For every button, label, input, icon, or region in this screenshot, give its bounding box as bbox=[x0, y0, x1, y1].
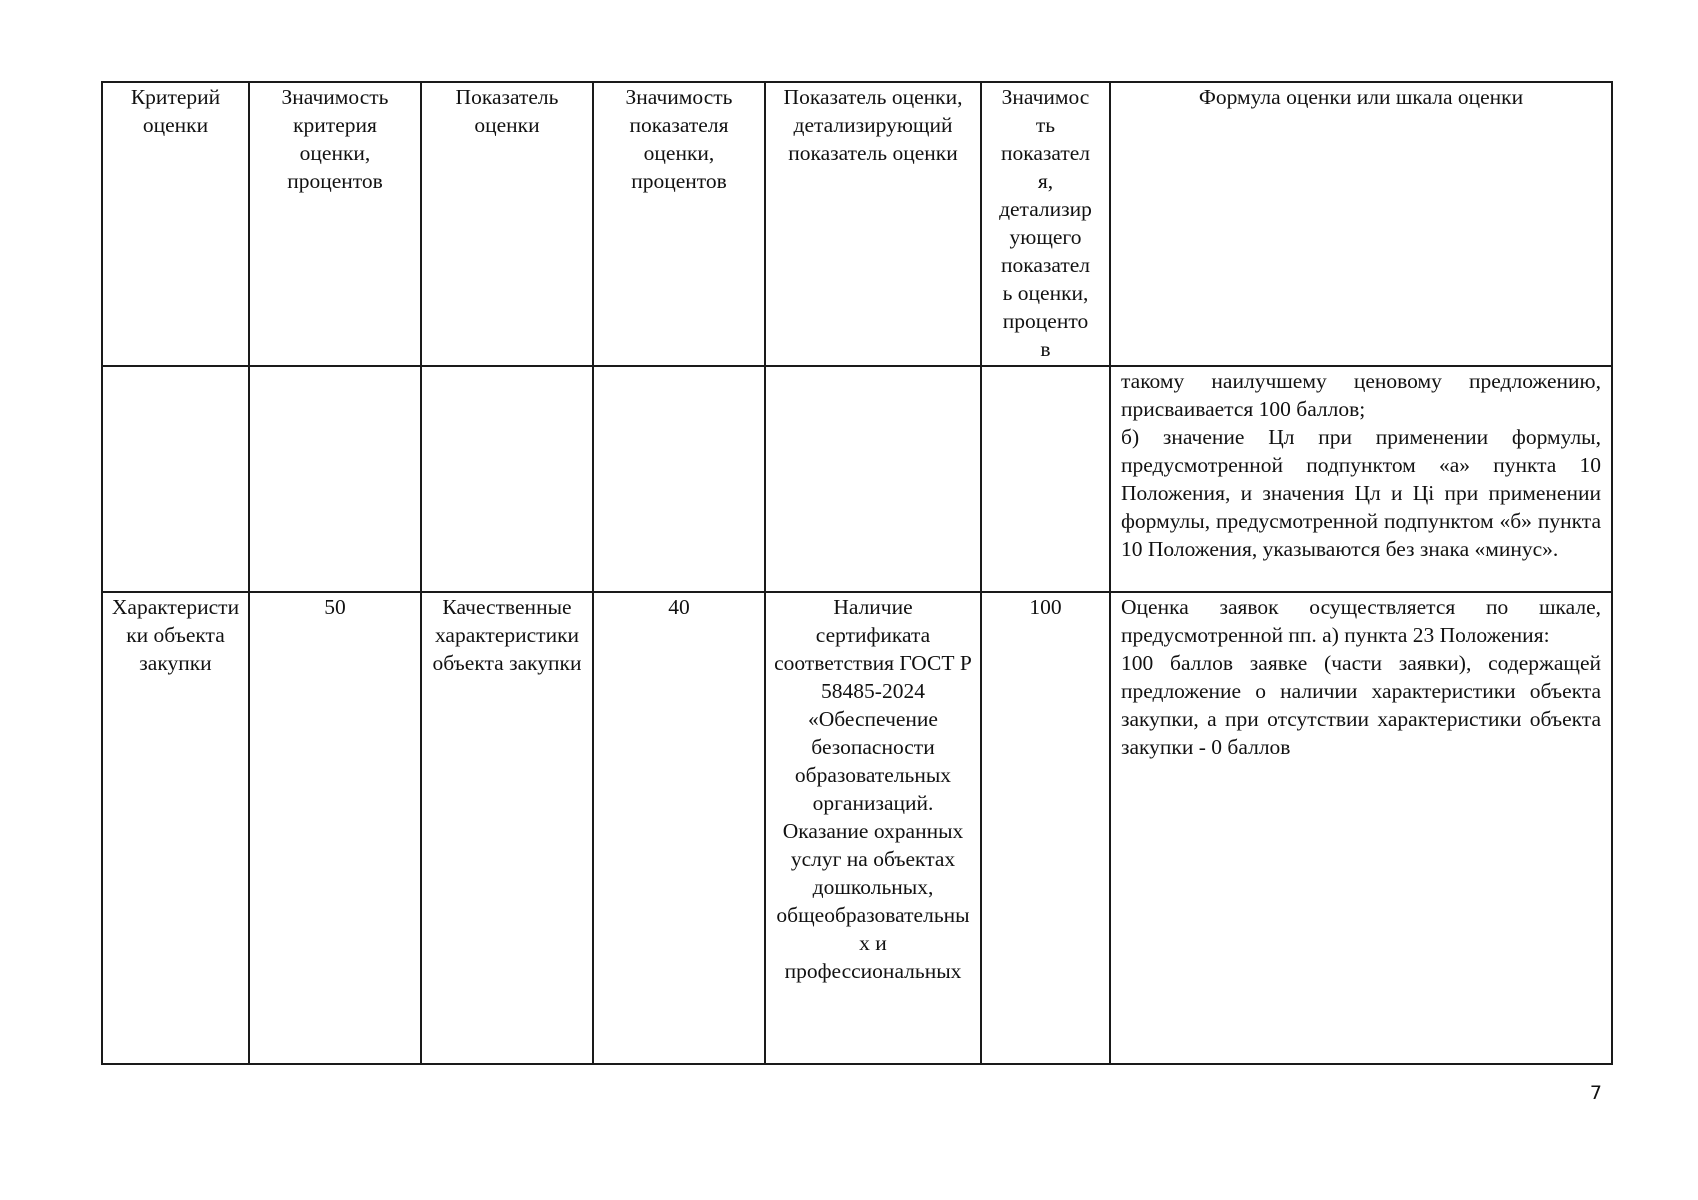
empty-cell bbox=[593, 366, 765, 592]
formula-paragraph: Оценка заявок осуществляется по шкале, предусмотренной пп. а) пункта 23 Положения: bbox=[1121, 595, 1601, 647]
detail-indicator-cell: Наличие сертификата соответствия ГОСТ Р 58485-2024 «Обеспечение безопасности образовательных организаций. Оказание охранных услуг на объектах дошкольных, общеобразовательных и профессиональных bbox=[765, 592, 981, 1064]
detail-weight-cell: 100 bbox=[981, 592, 1110, 1064]
formula-paragraph: б) значение Цл при применении формулы, предусмотренной подпунктом «а» пункта 10 Положения, и значения Цл и Цi при применении формулы, предусмотренной подпунктом «б» пункта 10 Положения, указываются без знака «минус». bbox=[1121, 425, 1601, 561]
empty-cell bbox=[421, 366, 593, 592]
empty-cell bbox=[981, 366, 1110, 592]
header-detail-weight-line: детализир bbox=[999, 197, 1092, 221]
header-formula: Формула оценки или шкала оценки bbox=[1110, 82, 1612, 366]
header-detail-weight-line: проценто bbox=[1002, 309, 1089, 333]
header-criterion: Критерий оценки bbox=[102, 82, 249, 366]
header-detail-weight-line: я, bbox=[1037, 169, 1054, 193]
formula-continuation bbox=[1110, 366, 1612, 592]
empty-cell bbox=[102, 366, 249, 592]
table-header-row bbox=[102, 82, 1612, 366]
header-criterion-weight: Значимость критерия оценки, процентов bbox=[249, 82, 421, 366]
header-detail-indicator: Показатель оценки, детализирующий показатель оценки bbox=[765, 82, 981, 366]
empty-cell bbox=[765, 366, 981, 592]
header-indicator-weight: Значимость показателя оценки, процентов bbox=[593, 82, 765, 366]
header-detail-weight-line: в bbox=[1040, 337, 1051, 361]
table-row-continuation bbox=[102, 366, 1612, 592]
header-detail-weight-line: Значимос bbox=[1001, 85, 1090, 109]
header-indicator: Показатель оценки bbox=[421, 82, 593, 366]
indicator-weight-cell: 40 bbox=[593, 592, 765, 1064]
header-detail-weight-line: ующего bbox=[1009, 225, 1082, 249]
header-detail-weight-line: ть bbox=[1035, 113, 1056, 137]
table-row-characteristics bbox=[102, 592, 1612, 1064]
formula-cell bbox=[1110, 592, 1612, 1064]
criterion-weight-cell: 50 bbox=[249, 592, 421, 1064]
indicator-cell: Качественные характеристики объекта закупки bbox=[421, 592, 593, 1064]
header-detail-weight-line: ь оценки, bbox=[1002, 281, 1089, 305]
formula-paragraph: 100 баллов заявке (части заявки), содержащей предложение о наличии характеристики объекта закупки, а при отсутствии характеристики объекта закупки - 0 баллов bbox=[1121, 651, 1601, 759]
criterion-cell: Характеристики объекта закупки bbox=[102, 592, 249, 1064]
header-detail-weight-line: показател bbox=[1000, 253, 1091, 277]
evaluation-criteria-table bbox=[101, 81, 1613, 1065]
empty-cell bbox=[249, 366, 421, 592]
header-detail-weight-line: показател bbox=[1000, 141, 1091, 165]
formula-paragraph: такому наилучшему ценовому предложению, присваивается 100 баллов; bbox=[1121, 369, 1601, 421]
page-number: 7 bbox=[1589, 1082, 1602, 1104]
header-detail-weight bbox=[981, 82, 1110, 366]
